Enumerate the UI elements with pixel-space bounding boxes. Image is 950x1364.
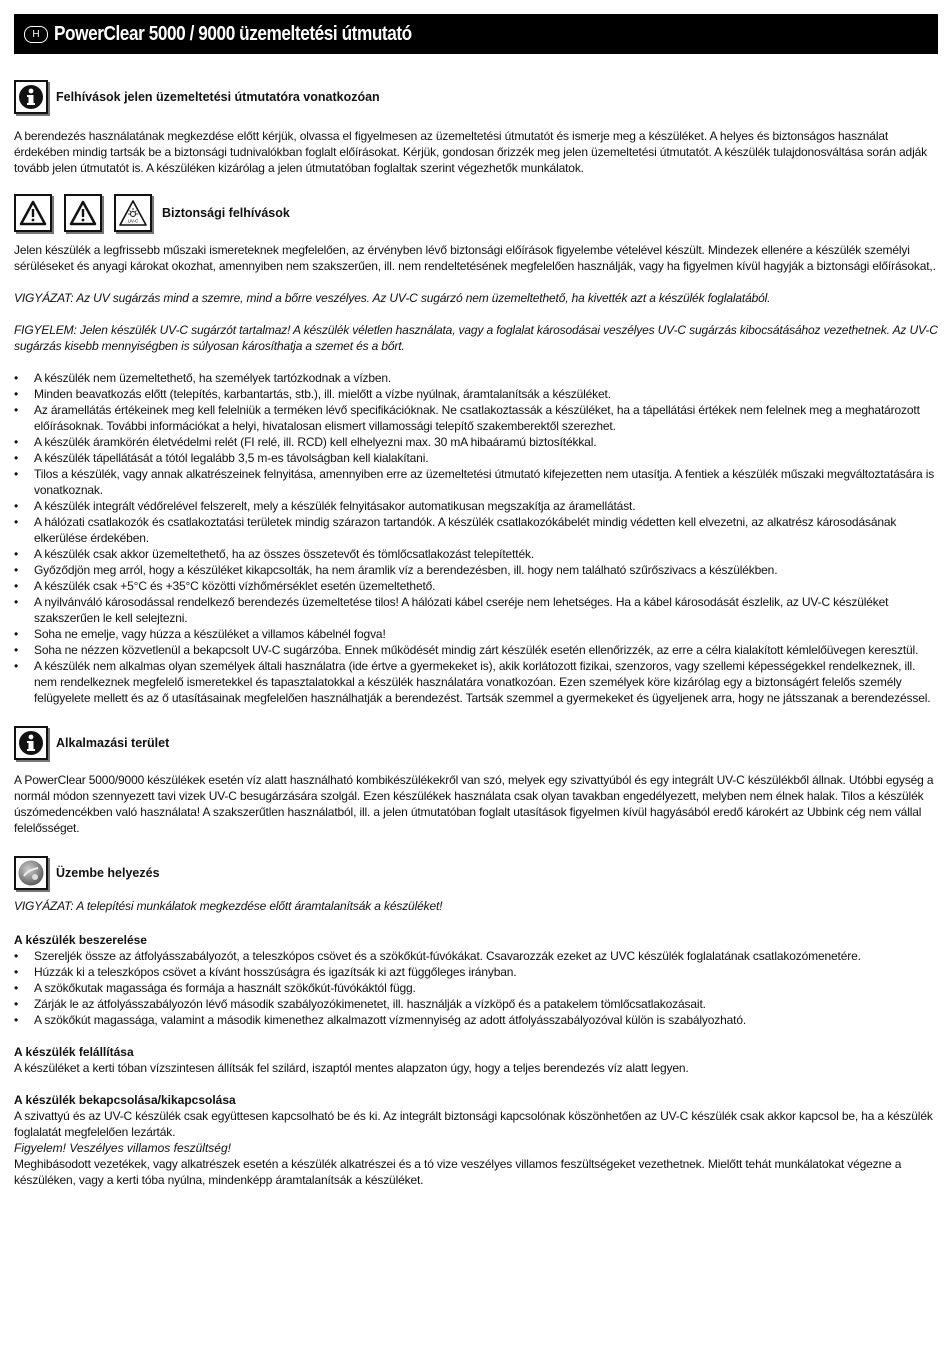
warning-text: FIGYELEM: Jelen készülék UV-C sugárzót tartalmaz! A készülék véletlen használata, vagy a foglalat károsodásai veszélyes UV-C sugárzás kibocsátásához vezethetnek. Az UV-C sugárzás kisebb mennyiségben is súlyosan károsíthatja a szemet és a bőrt.	[14, 323, 938, 353]
section-paragraph: A készüléket a kerti tóban vízszintesen állítsák fel szilárd, iszaptól mentes alapzaton úgy, hogy a teljes berendezés víz alatt legyen.	[14, 1061, 689, 1075]
safety-list	[14, 370, 938, 706]
list-item: • A készülék nem alkalmas olyan személyek általi használatra (ide értve a gyermekeket is), akik korlátozott fizikai, szenzoros, vagy szellemi képességekkel rendelkeznek, ill. nem rendelkeznek megfelelő ismeretekkel és tapasztalatokkal a készülék használatára vonatkozóan. Ezen személyek köre kizárólag egy a biztonságért felelős személy felügyelete mellett és az ő utasításainak megfelelően használhatják a berendezést. Tartsák szemmel a gyermekeket és ügyeljenek arra, hogy ne játsszanak a berendezéssel.	[14, 658, 938, 706]
list-item: • Zárják le az átfolyásszabályozón lévő második szabályozókimenetet, ill. használják a vízköpő és a patakelem tömlőcsatlakozásait.	[14, 996, 938, 1012]
language-badge: H	[24, 26, 48, 43]
list-item: • A szökőkutak magassága és formája a használt szökőkút-fúvókáktól függ.	[14, 980, 938, 996]
warning-text: VIGYÁZAT: Az UV sugárzás mind a szemre, mind a bőrre veszélyes. Az UV-C sugárzó nem üzemeltethető, ha kivették azt a készülék foglalatából.	[14, 291, 771, 305]
subsection-title: A készülék beszerelése	[14, 933, 147, 947]
warning-text: VIGYÁZAT: A telepítési munkálatok megkezdése előtt áramtalanítsák a készüléket!	[14, 899, 443, 913]
section-paragraph: A PowerClear 5000/9000 készülékek esetén víz alatt használható kombikészülékekről van szó, melyek egy szivattyúból és egy integrált UV-C készülékből állnak. Utóbbi egység a normál módon szennyezett tavi vizek UV-C besugárzására szolgál. Ezen készülékek használata csak olyan tavakban engedélyezett, melyben nem élnek halak. Tilos a készülék úszómedencékben való használata! A szakszerűtlen használatból, ill. a jelen útmutatóban foglalt utasítások figyelmen kívül hagyásából eredő károkért az Ubbink cég nem vállal felelősséget.	[14, 773, 934, 835]
warning-icon	[64, 194, 102, 232]
section-paragraph: A szivattyú és az UV-C készülék csak együttesen kapcsolható be és ki. Az integrált biztonsági kapcsolónak köszönhetően az UV-C készülék csak akkor kapcsol be, ha a készülék foglalatát megfelelően lezárták.	[14, 1109, 933, 1139]
list-item: • Tilos a készülék, vagy annak alkatrészeinek felnyitása, amennyiben erre az üzemeltetési útmutató kifejezetten nem utasítja. A fentiek a készülék műszaki megváltoztatására is vonatkoznak.	[14, 466, 938, 498]
section-title: Felhívások jelen üzemeltetési útmutatóra vonatkozóan	[56, 90, 380, 104]
list-item: • Soha ne nézzen közvetlenül a bekapcsolt UV-C sugárzóba. Ennek működését mindig zárt készülék esetén ellenőrizzék, az erre a célra kialakított kémlelőüvegen keresztül.	[14, 642, 938, 658]
warning-text: Figyelem! Veszélyes villamos feszültség!	[14, 1141, 231, 1155]
list-item: • A készülék csak +5°C és +35°C közötti vízhőmérséklet esetén üzemeltethető.	[14, 578, 938, 594]
info-icon	[14, 726, 48, 760]
list-item: • Győződjön meg arról, hogy a készüléket kikapcsolták, ha nem áramlik víz a berendezésben, ill. hogy nem található szűrőszivacs a készülékben.	[14, 562, 938, 578]
section-paragraph: Jelen készülék a legfrissebb műszaki ismereteknek megfelelően, az érvényben lévő biztonsági előírások figyelembe vételével készült. Mindezek ellenére a készülék személyi sérüléseket és anyagi károkat okozhat, amennyiben nem szakszerűen, ill. nem rendeltetésének megfelelően használják, vagy ha figyelmen kívül hagyják a biztonsági előírásokat,.	[14, 243, 936, 273]
list-item: • Szereljék össze az átfolyásszabályozót, a teleszkópos csövet és a szökőkút-fúvókákat. Csavarozzák ezeket az UVC készülék foglalatának csatlakozómenetére.	[14, 948, 938, 964]
list-item: • A készülék áramkörén életvédelmi relét (FI relé, ill. RCD) kell elhelyezni max. 30 mA hibaáramú biztosítékkal.	[14, 434, 938, 450]
section-header-safety	[14, 194, 938, 232]
info-icon	[14, 80, 48, 114]
subsection-title: A készülék felállítása	[14, 1045, 134, 1059]
list-item: • A szökőkút magassága, valamint a második kimenethez alkalmazott vízmennyiség az adott átfolyásszabályozóval külön is szabályozható.	[14, 1012, 938, 1028]
section-header-notes	[14, 80, 938, 114]
section-header-installation	[14, 856, 938, 890]
list-item: • A készülék integrált védőrelével felszerelt, mely a készülék felnyitásakor automatikusan megszakítja az áramellátást.	[14, 498, 938, 514]
installation-list	[14, 948, 938, 1028]
list-item: • Minden beavatkozás előtt (telepítés, karbantartás, stb.), ill. mielőtt a vízbe nyúlnak, áramtalanítsák a készüléket.	[14, 386, 938, 402]
uv-radiation-icon	[114, 194, 152, 232]
list-item: • Húzzák ki a teleszkópos csövet a kívánt hosszúságra és igazítsák ki azt függőleges irányban.	[14, 964, 938, 980]
page-title: PowerClear 5000 / 9000 üzemeltetési útmutató	[54, 22, 412, 45]
section-title: Biztonsági felhívások	[162, 206, 290, 220]
warning-icon	[14, 194, 52, 232]
list-item: • A nyilvánváló károsodással rendelkező berendezés üzemeltetése tilos! A hálózati kábel cseréje nem lehetséges. Ha a kábel károsodását észlelik, az UV-C készüléket szakszerűen le kell selejtezni.	[14, 594, 938, 626]
list-item: • A készülék csak akkor üzemeltethető, ha az összes összetevőt és tömlőcsatlakozást telepítették.	[14, 546, 938, 562]
uv-icon-label: UV-C	[127, 218, 139, 224]
list-item: • Soha ne emelje, vagy húzza a készüléket a villamos kábelnél fogva!	[14, 626, 938, 642]
section-paragraph: Meghibásodott vezetékek, vagy alkatrészek esetén a készülék alkatrészei és a tó vize veszélyes villamos feszültségeket vezethetnek. Mielőtt tehát munkálatokat végezne a készüléken, vagy a kerti tóba nyúlna, mindenképp áramtalanítsák a készüléket.	[14, 1157, 902, 1187]
subsection-title: A készülék bekapcsolása/kikapcsolása	[14, 1093, 236, 1107]
list-item: • A készülék tápellátását a tótól legalább 3,5 m-es távolságban kell kialakítani.	[14, 450, 938, 466]
list-item: • Az áramellátás értékeinek meg kell felelniük a terméken lévő specifikációknak. Ne csatlakoztassák a készüléket, ha a tápellátási értékek nem felelnek meg a meghatározott előírásoknak. További információkat a helyi, hivatalosan elismert villamossági telepítő szakemberektől szerezhet.	[14, 402, 938, 434]
setup-icon	[14, 856, 48, 890]
section-title: Üzembe helyezés	[56, 866, 160, 880]
title-bar	[14, 14, 938, 54]
list-item: • A készülék nem üzemeltethető, ha személyek tartózkodnak a vízben.	[14, 370, 938, 386]
manual-page	[14, 14, 938, 1188]
section-title: Alkalmazási terület	[56, 736, 170, 750]
section-paragraph: A berendezés használatának megkezdése előtt kérjük, olvassa el figyelmesen az üzemeltetési útmutatót és ismerje meg a készüléket. A helyes és biztonságos használat érdekében mindig tartsák be a biztonsági tudnivalókban foglalt előírásokat. Kérjük, gondosan őrizzék meg jelen üzemeltetési útmutatót. A készülék tulajdonosváltása során adják tovább jelen útmutatót is. A készüléken kizárólag a jelen útmutatóban foglaltak szerint végezhetők munkálatok.	[14, 129, 927, 175]
list-item: • A hálózati csatlakozók és csatlakoztatási területek mindig szárazon tartandók. A készülék csatlakozókábelét mindig védetten kell elvezetni, az alkatrész károsodásának elkerülése érdekében.	[14, 514, 938, 546]
section-header-application	[14, 726, 938, 760]
